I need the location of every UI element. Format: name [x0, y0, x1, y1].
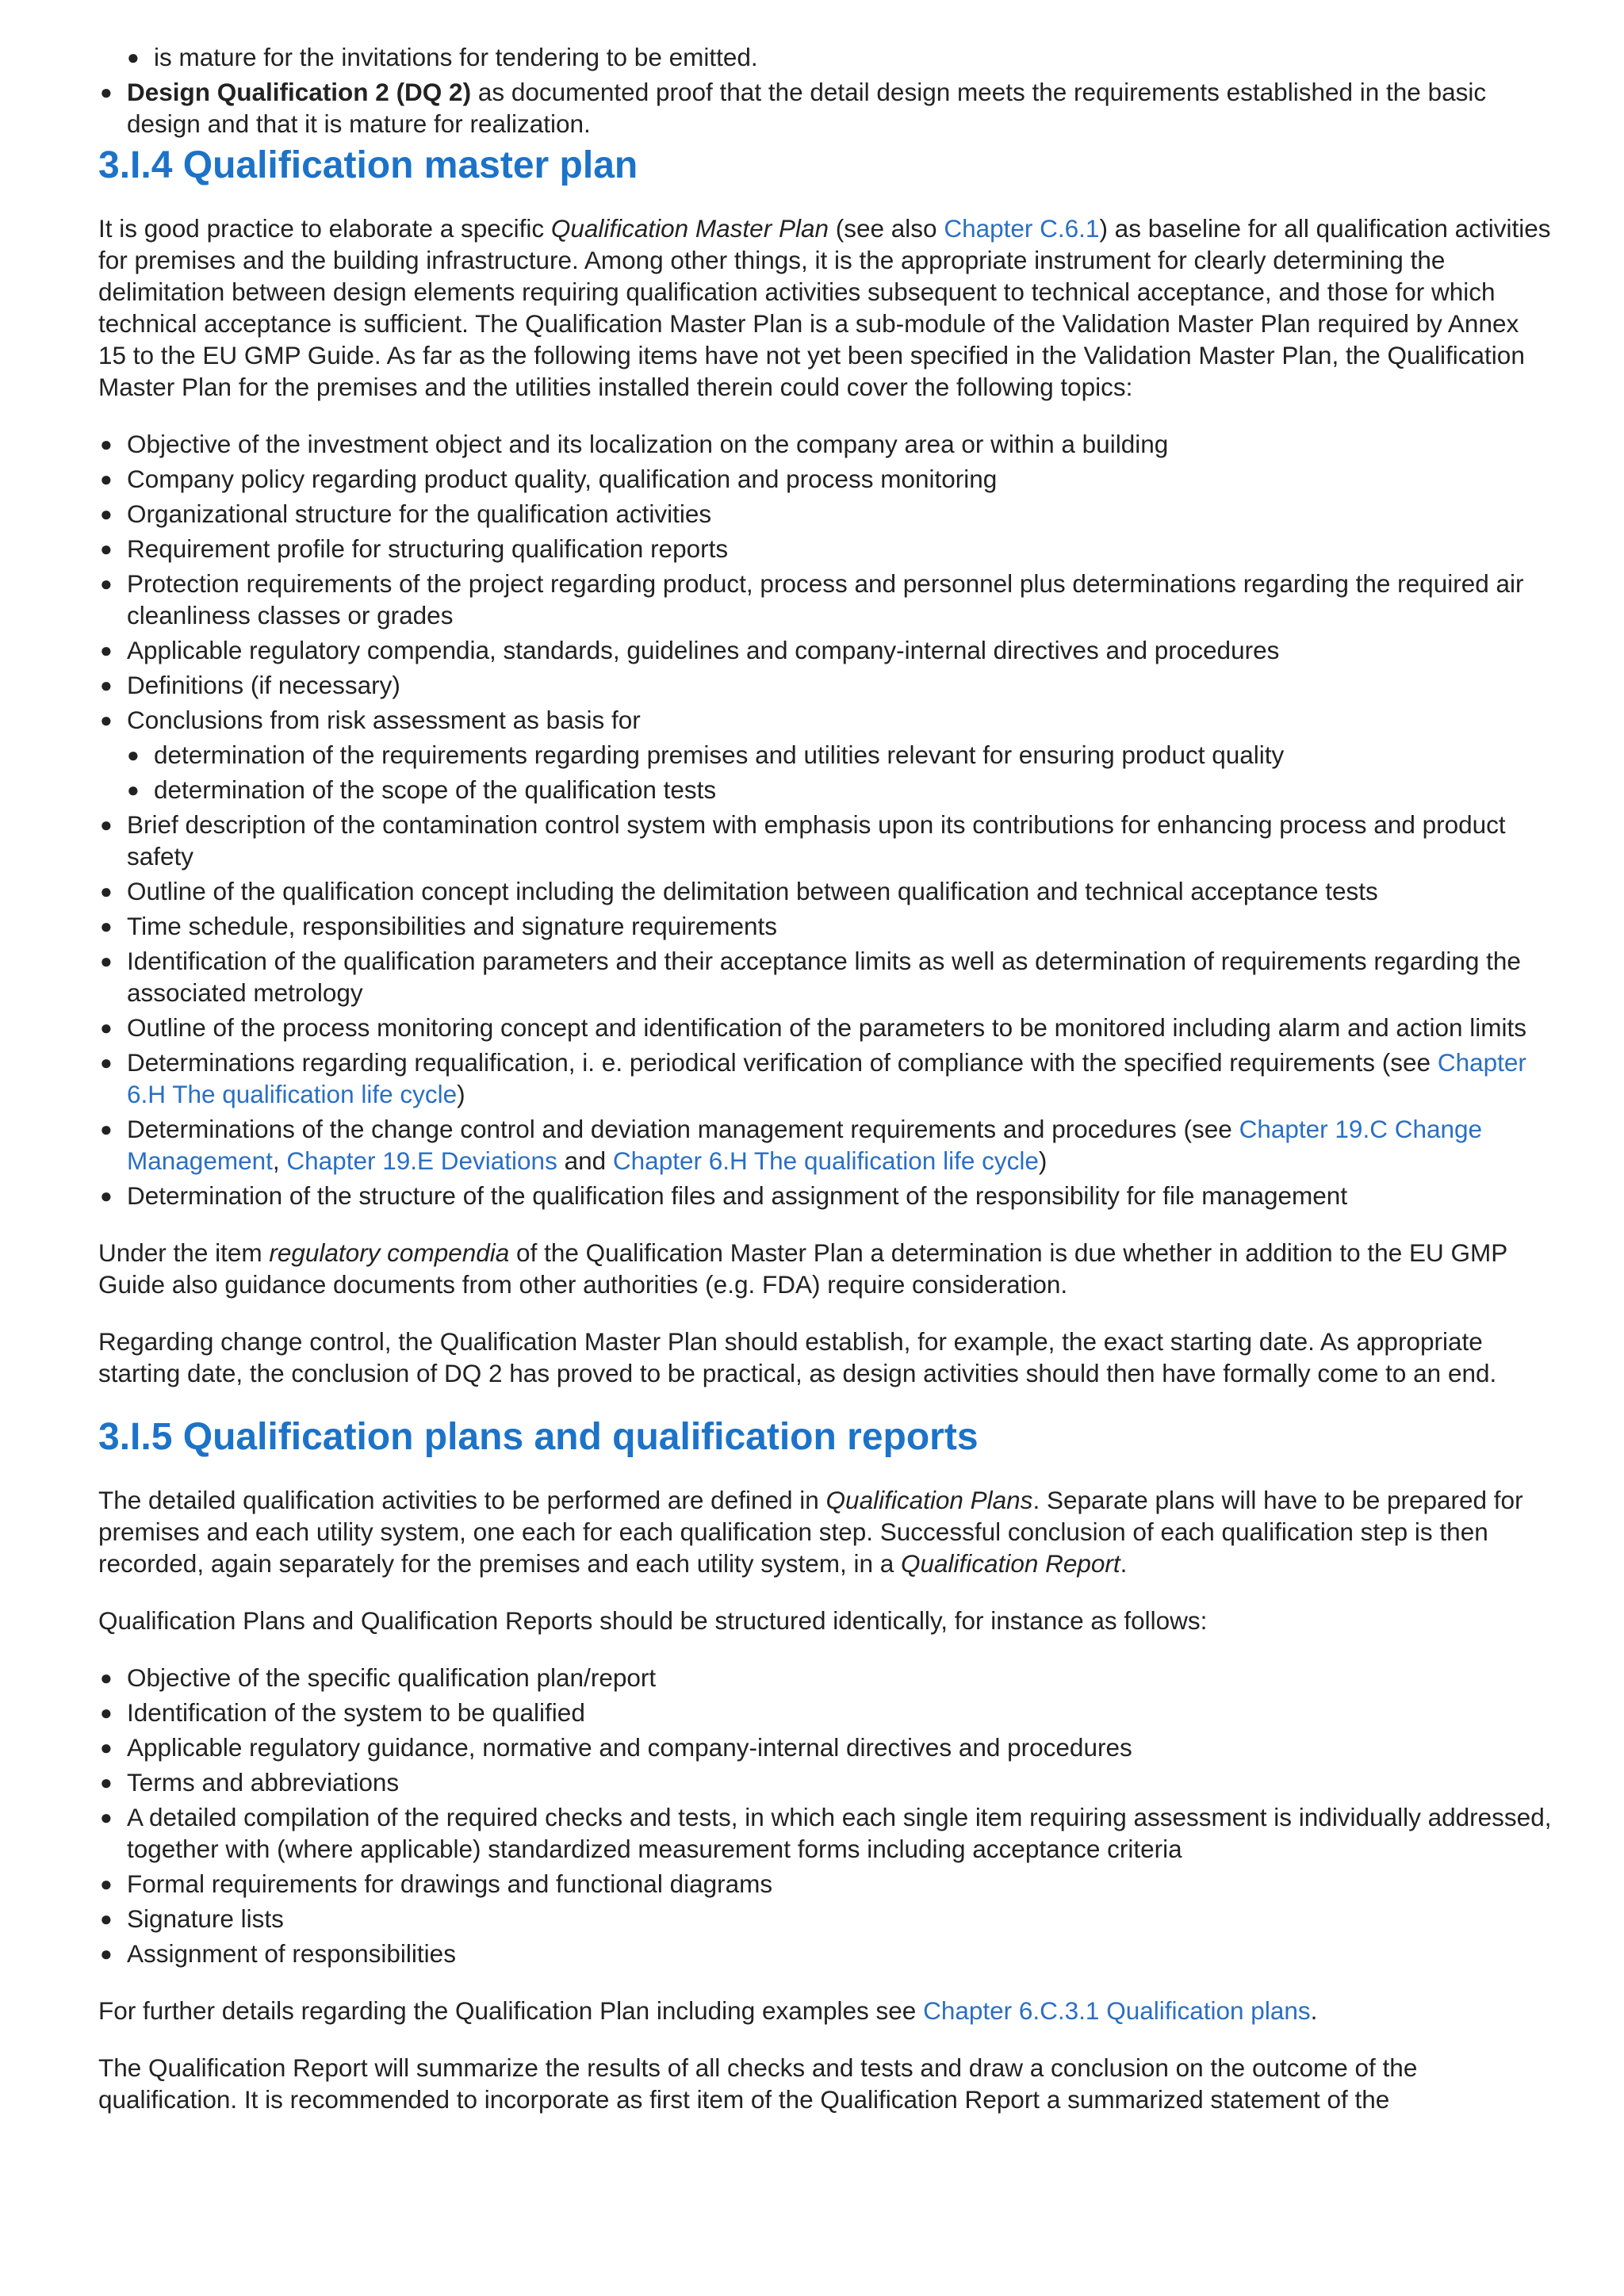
paragraph-further-details: For further details regarding the Qualification Plan including examples see Chapter 6.C.3.1 Qualification plans. [98, 1996, 1318, 2025]
master-plan-topics-list [98, 428, 1553, 1211]
list-item [100, 1801, 1553, 1865]
list-item [100, 428, 1553, 460]
list-item-dq2: ● Design Qualification 2 (DQ 2) as documented proof that the detail design meets the requirements established in the basic design and that it is mature for realization. [100, 78, 1487, 138]
list-item-text: Applicable regulatory guidance, normative and company-internal directives and procedures [127, 1733, 1132, 1762]
bullet-icon: ● [100, 1907, 113, 1931]
list-item [100, 533, 1553, 564]
list-item [100, 463, 1553, 495]
bullet-icon: ● [100, 708, 113, 732]
list-item [100, 1732, 1553, 1763]
bullet-icon: ● [100, 1735, 113, 1759]
bullet-icon: ● [100, 1701, 113, 1724]
list-item-text: Formal requirements for drawings and functional diagrams [127, 1869, 773, 1898]
section-heading-qualification-master-plan: 3.I.4 Qualification master plan [98, 144, 638, 186]
bullet-icon: ● [127, 743, 140, 767]
bullet-icon: ● [100, 673, 113, 697]
bullet-icon: ● [127, 778, 140, 802]
link-chapter-6c31[interactable]: Chapter 6.C.3.1 Qualification plans [923, 1996, 1311, 2025]
bullet-icon: ● [100, 1872, 113, 1896]
bullet-icon: ● [100, 572, 113, 595]
list-item-text: Protection requirements of the project regarding product, process and personnel plus determinations regarding the required air cleanliness classes or grades [127, 569, 1524, 629]
list-item [100, 1766, 1553, 1798]
list-item-text: Conclusions from risk assessment as basis for [127, 706, 641, 734]
list-item [100, 809, 1553, 872]
bullet-icon: ● [127, 45, 140, 69]
bullet-icon: ● [100, 432, 113, 456]
bullet-icon: ● [100, 467, 113, 491]
bullet-icon: ● [100, 879, 113, 903]
paragraph-structure: Qualification Plans and Qualification Reports should be structured identically, for instance as follows: [98, 1606, 1208, 1635]
list-item-text: Time schedule, responsibilities and signature requirements [127, 912, 777, 940]
list-item-text: Definitions (if necessary) [127, 671, 400, 699]
list-item-text: A detailed compilation of the required checks and tests, in which each single item requiring assessment is individually addressed, together with (where applicable) standardized measurement forms including acceptance criteria [127, 1803, 1552, 1863]
list-item-requalification: ● Determinations regarding requalification, i. e. periodical verification of compliance with the specified requirements (see Chapter 6.H The qualification life cycle) [100, 1048, 1526, 1108]
list-item-text: Signature lists [127, 1904, 284, 1933]
list-item [100, 704, 1553, 736]
bullet-icon: ● [100, 949, 113, 973]
list-item [100, 1903, 1553, 1934]
bullet-icon: ● [100, 813, 113, 836]
list-item-text: Identification of the system to be qualified [127, 1698, 585, 1727]
paragraph-change-control: Regarding change control, the Qualification Master Plan should establish, for example, the exact starting date. As appropriate starting date, the conclusion of DQ 2 has proved to be practical, as design activities should then have formally come to an end. [98, 1327, 1497, 1387]
list-item-text: determination of the requirements regarding premises and utilities relevant for ensuring product quality [154, 740, 1285, 769]
list-item [100, 669, 1553, 701]
list-item-text: Objective of the specific qualification plan/report [127, 1663, 657, 1692]
list-item-text: Applicable regulatory compendia, standards, guidelines and company-internal directives and procedures [127, 636, 1280, 664]
bullet-icon: ● [100, 914, 113, 938]
bullet-icon: ● [100, 1770, 113, 1794]
list-item: ● is mature for the invitations for tendering to be emitted. [127, 43, 758, 71]
paragraph-qualification-report: The Qualification Report will summarize the results of all checks and tests and draw a conclusion on the outcome of the qualification. It is recommended to incorporate as first item of the Qualification Report a summarized statement of the [98, 2053, 1418, 2114]
dq2-term: Design Qualification 2 (DQ 2) [127, 78, 472, 106]
paragraph-qualification-plans: The detailed qualification activities to be performed are defined in Qualification Plans. Separate plans will have to be prepared for premises and each utility system, one each for each qualification step. Successful conclusion of each qualification step is then recorded, again separately for the premises and each utility system, in a Qualification Report. [98, 1486, 1523, 1578]
list-item [100, 1697, 1553, 1728]
section-heading-qualification-plans-reports: 3.I.5 Qualification plans and qualification reports [98, 1416, 979, 1458]
list-item [100, 568, 1553, 631]
list-item [100, 498, 1553, 530]
paragraph-regulatory-compendia: Under the item regulatory compendia of the Qualification Master Plan a determination is due whether in addition to the EU GMP Guide also guidance documents from other authorities (e.g. FDA) require consideration. [98, 1238, 1507, 1299]
list-item-text: Outline of the process monitoring concept and identification of the parameters to be monitored including alarm and action limits [127, 1013, 1526, 1042]
bullet-icon: ● [100, 80, 113, 104]
list-item-text: Objective of the investment object and its localization on the company area or within a building [127, 430, 1169, 458]
list-item-text: Terms and abbreviations [127, 1768, 400, 1797]
bullet-icon: ● [100, 1016, 113, 1039]
list-item-text: Organizational structure for the qualification activities [127, 499, 712, 528]
link-chapter-6h-2[interactable]: Chapter 6.H The qualification life cycle [612, 1146, 1039, 1175]
page-content [98, 41, 1553, 2141]
list-item [100, 945, 1553, 1008]
bullet-icon: ● [100, 1184, 113, 1207]
plan-structure-list [98, 1662, 1553, 1969]
list-item-file-structure: ● Determination of the structure of the qualification files and assignment of the responsibility for file management [100, 1181, 1348, 1210]
sub-list-item [127, 774, 1553, 806]
list-item-text: Brief description of the contamination control system with emphasis upon its contributions for enhancing process and product safety [127, 810, 1506, 871]
bullet-icon: ● [100, 1050, 113, 1074]
bullet-icon: ● [100, 537, 113, 561]
bullet-icon: ● [100, 1805, 113, 1829]
link-chapter-c61[interactable]: Chapter C.6.1 [944, 214, 1100, 243]
bullet-icon: ● [100, 1117, 113, 1141]
link-chapter-6h[interactable]: Chapter 6.H The qualification life cycle [127, 1048, 1526, 1108]
list-item [100, 1938, 1553, 1969]
sub-list-item [127, 739, 1553, 771]
list-item [100, 875, 1553, 907]
bullet-icon: ● [100, 1666, 113, 1689]
list-item [100, 634, 1553, 666]
bullet-icon: ● [100, 1942, 113, 1965]
list-item-text: Company policy regarding product quality, qualification and process monitoring [127, 465, 998, 493]
list-item-change-control: ● Determinations of the change control and deviation management requirements and procedures (see Chapter 19.C Change Management, Chapter 19.E Deviations and Chapter 6.H The qualification life cycle) [100, 1115, 1483, 1175]
list-item-text: Outline of the qualification concept including the delimitation between qualification and technical acceptance tests [127, 877, 1378, 905]
list-item-text: determination of the scope of the qualification tests [154, 775, 717, 804]
bullet-icon: ● [100, 638, 113, 662]
bullet-icon: ● [100, 502, 113, 526]
list-item [100, 1868, 1553, 1900]
list-item-text: Assignment of responsibilities [127, 1939, 456, 1968]
link-chapter-19e[interactable]: Chapter 19.E Deviations [286, 1146, 557, 1175]
list-item [100, 1662, 1553, 1693]
list-item-text: Identification of the qualification parameters and their acceptance limits as well as determination of requirements regarding the associated metrology [127, 947, 1521, 1007]
paragraph-intro: It is good practice to elaborate a specific Qualification Master Plan (see also Chapter C.6.1) as baseline for all qualification activities for premises and the building infrastructure. Among other things, it is the appropriate instrument for clearly determining the delimitation between design elements requiring qualification activities subsequent to technical acceptance, and those for which technical acceptance is sufficient. The Qualification Master Plan is a sub-module of the Validation Master Plan required by Annex 15 to the EU GMP Guide. As far as the following items have not yet been specified in the Validation Master Plan, the Qualification Master Plan for the premises and the utilities installed therein could cover the following topics: [98, 214, 1551, 401]
list-item [100, 910, 1553, 942]
list-item-text: Requirement profile for structuring qualification reports [127, 534, 729, 563]
list-item [100, 1012, 1553, 1043]
link-chapter-19c[interactable]: Chapter 19.C Change Management [127, 1115, 1483, 1175]
